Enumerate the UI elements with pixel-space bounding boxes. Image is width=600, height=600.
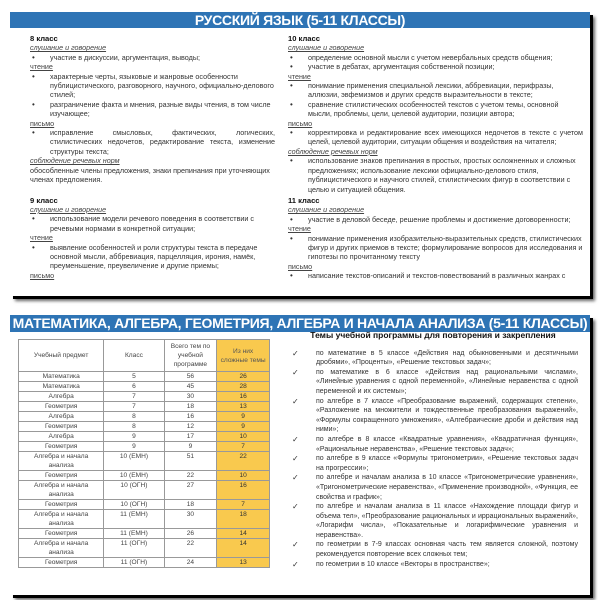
list-item: • написание текстов-описаний и текстов-повествований в различных жанрах с	[288, 271, 583, 280]
cell-grade: 7	[104, 402, 164, 412]
cell-subject: Алгебра и начала анализа	[19, 539, 104, 558]
cell-subject: Геометрия	[19, 500, 104, 510]
cell-grade: 8	[104, 412, 164, 422]
check-icon: ✓	[292, 540, 299, 550]
cell-total: 45	[164, 382, 217, 392]
cell-subject: Геометрия	[19, 422, 104, 432]
cell-grade: 8	[104, 422, 164, 432]
cell-complex: 16	[217, 392, 270, 402]
reading-label: чтение	[288, 224, 311, 234]
table-row	[19, 510, 270, 529]
topic-text: по алгебре и началам анализа в 10 классе «Тригонометрические уравнения», «Тригонометрические неравенства», «Применение производной», «Функция, ее свойства и график»;	[316, 474, 578, 501]
cell-complex: 28	[217, 382, 270, 392]
writing-label: письмо	[288, 118, 313, 128]
topic-text: по алгебре и началам анализа в 11 классе «Нахождение площади фигур и объема тел», «Преобразование рациональных и иррациональных выражений», «Логарифм числа», «Показательные и логарифмические уравнения и неравенства».	[316, 503, 578, 539]
cell-subject: Геометрия	[19, 529, 104, 539]
reading-label: чтение	[30, 233, 53, 243]
cell-complex: 7	[217, 500, 270, 510]
cell-subject: Геометрия	[19, 471, 104, 481]
list-item: • использование знаков препинания в простых, простых осложненных и сложных предложениях; использование лексики официально-делового стиля, публицистического и научного стилей, стилистических фигур в соответствии с целью и ситуацией общения.	[288, 156, 583, 194]
topic-text: по алгебре в 9 классе «Формулы тригонометрии», «Решение текстовых задач на прогрессии»;	[316, 455, 578, 472]
table-header-row	[19, 340, 270, 372]
table-row	[19, 402, 270, 412]
topics-table	[18, 339, 270, 568]
cell-total: 51	[164, 452, 217, 471]
cell-total: 56	[164, 372, 217, 382]
header-grade: Класс	[104, 340, 164, 372]
russian-panel	[10, 12, 590, 296]
list-item: • участие в дискуссии, аргументация, выводы;	[30, 53, 275, 62]
cell-grade: 10 (ОГН)	[104, 481, 164, 500]
writing-label: письмо	[288, 261, 313, 271]
cell-complex: 14	[217, 529, 270, 539]
cell-subject: Геометрия	[19, 442, 104, 452]
cell-total: 26	[164, 529, 217, 539]
cell-complex: 7	[217, 442, 270, 452]
topic-text: по геометрии в 10 классе «Векторы в пространстве»;	[316, 560, 490, 568]
cell-subject: Алгебра и начала анализа	[19, 481, 104, 500]
cell-complex: 10	[217, 432, 270, 442]
topics-section	[288, 331, 578, 569]
grade-11-heading: 11 класс	[288, 195, 320, 205]
reading-label: чтение	[288, 71, 311, 81]
cell-subject: Алгебра	[19, 432, 104, 442]
cell-total: 9	[164, 442, 217, 452]
check-icon: ✓	[292, 434, 299, 444]
cell-total: 30	[164, 510, 217, 529]
topic-text: по алгебре в 8 классе «Квадратные уравнения», «Квадратичная функция», «Рациональные неравенства», «Решение текстовых задач»;	[316, 435, 578, 453]
cell-total: 24	[164, 558, 217, 568]
check-icon: ✓	[292, 559, 299, 569]
math-panel	[10, 315, 590, 595]
list-item: • корректировка и редактирование всех имеющихся недочетов в тексте с учетом целей, целевой аудитории, ситуации общения и воздействия на читателя;	[288, 128, 583, 147]
topic-item	[288, 473, 578, 502]
listening-label: слушание и говорение	[30, 204, 107, 214]
list-item: • участие в деловой беседе, решение проблемы и достижение договоренности;	[288, 215, 583, 224]
listening-label: слушание и говорение	[288, 205, 365, 215]
cell-grade: 5	[104, 372, 164, 382]
table-row	[19, 432, 270, 442]
table-row	[19, 471, 270, 481]
norms-label: соблюдение речевых норм	[288, 146, 378, 156]
cell-subject: Математика	[19, 372, 104, 382]
topic-item	[288, 502, 578, 540]
cell-complex: 9	[217, 422, 270, 432]
norms-text: обособленные члены предложения, знаки препинания при уточняющих членах предложения.	[30, 165, 270, 185]
cell-complex: 13	[217, 558, 270, 568]
grade-8-heading: 8 класс	[30, 34, 58, 43]
table-row	[19, 382, 270, 392]
cell-grade: 7	[104, 392, 164, 402]
topic-text: по математике в 6 классе «Действия над рациональными числами», «Линейные уравнения с одной переменной», «Линейные неравенства с одной переменной и их системы»;	[316, 368, 578, 395]
cell-subject: Геометрия	[19, 402, 104, 412]
list-item: • определение основной мысли с учетом невербальных средств общения;	[288, 53, 583, 62]
cell-complex: 16	[217, 481, 270, 500]
topic-item	[288, 435, 578, 454]
list-item: • характерные черты, языковые и жанровые особенности публицистического, разговорного, научного, официально-делового стилей;	[30, 72, 275, 100]
cell-subject: Геометрия	[19, 558, 104, 568]
list-item: • участие в дебатах, аргументация собственной позиции;	[288, 62, 583, 71]
topic-item	[288, 540, 578, 559]
cell-total: 22	[164, 539, 217, 558]
table-row	[19, 481, 270, 500]
table-row	[19, 442, 270, 452]
cell-total: 27	[164, 481, 217, 500]
topics-title: Темы учебной программы для повторения и закрепления	[310, 330, 556, 340]
table-row	[19, 372, 270, 382]
cell-total: 18	[164, 500, 217, 510]
table-row	[19, 392, 270, 402]
norms-label: соблюдение речевых норм	[30, 156, 120, 166]
cell-subject: Алгебра и начала анализа	[19, 452, 104, 471]
cell-subject: Математика	[19, 382, 104, 392]
table-row	[19, 539, 270, 558]
list-item: • сравнение стилистических особенностей текстов с учетом темы, основной мысли, проблемы, цели, целевой аудитории, позиции автора;	[288, 100, 583, 119]
check-icon: ✓	[292, 367, 299, 377]
list-item: • использование модели речевого поведения в соответствии с речевыми нормами в конкретной ситуации;	[30, 214, 275, 233]
listening-label: слушание и говорение	[30, 43, 107, 53]
cell-total: 17	[164, 432, 217, 442]
topic-text: по алгебре в 7 классе «Преобразование выражений, содержащих степени», «Разложение на множители и тождественные преобразования выражений», «Формулы сокращенного умножения», «Алгебраические дроби и действия над ними»;	[316, 397, 578, 434]
header-complex: Из них сложные темы	[217, 340, 270, 372]
check-icon: ✓	[292, 502, 299, 512]
table-row	[19, 452, 270, 471]
cell-grade: 11 (ОГН)	[104, 539, 164, 558]
cell-grade: 10 (ОГН)	[104, 500, 164, 510]
cell-grade: 11 (ЕМН)	[104, 510, 164, 529]
reading-label: чтение	[30, 62, 53, 72]
topic-item	[288, 368, 578, 397]
table-row	[19, 529, 270, 539]
topic-item	[288, 560, 578, 570]
cell-grade: 6	[104, 382, 164, 392]
topic-item	[288, 454, 578, 473]
cell-complex: 14	[217, 539, 270, 558]
topic-text: по математике в 5 классе «Действия над обыкновенными и десятичными дробями», «Проценты», «Решение текстовых задач»;	[316, 349, 578, 367]
list-item: • понимание применения специальной лексики, аббревиации, перифразы, аллюзии, эвфемизмов и других средств выразительности в тексте;	[288, 81, 583, 100]
cell-complex: 9	[217, 412, 270, 422]
check-icon: ✓	[292, 473, 299, 483]
russian-left-column	[30, 32, 275, 280]
writing-label: письмо	[30, 118, 55, 128]
header-total: Всего тем по учебной программе	[164, 340, 217, 372]
table-row	[19, 412, 270, 422]
check-icon: ✓	[292, 348, 299, 358]
cell-complex: 10	[217, 471, 270, 481]
grade-9-heading: 9 класс	[30, 195, 58, 205]
cell-total: 16	[164, 412, 217, 422]
cell-grade: 10 (ЕМН)	[104, 452, 164, 471]
writing-label: письмо	[30, 270, 55, 280]
cell-grade: 9	[104, 442, 164, 452]
header-subject: Учебный предмет	[19, 340, 104, 372]
table-row	[19, 500, 270, 510]
cell-complex: 26	[217, 372, 270, 382]
russian-right-column	[288, 32, 583, 281]
listening-label: слушание и говорение	[288, 43, 365, 53]
cell-total: 30	[164, 392, 217, 402]
check-icon: ✓	[292, 396, 299, 406]
cell-grade: 11 (ЕМН)	[104, 529, 164, 539]
cell-total: 12	[164, 422, 217, 432]
cell-subject: Алгебра и начала анализа	[19, 510, 104, 529]
cell-grade: 9	[104, 432, 164, 442]
topic-text: по геометрии в 7-9 классах основная часть тем является сложной, поэтому рекомендуется повторение всех сложных тем;	[316, 541, 578, 559]
cell-grade: 10 (ЕМН)	[104, 471, 164, 481]
cell-complex: 18	[217, 510, 270, 529]
cell-grade: 11 (ОГН)	[104, 558, 164, 568]
grade-10-heading: 10 класс	[288, 34, 320, 43]
math-title: МАТЕМАТИКА, АЛГЕБРА, ГЕОМЕТРИЯ, АЛГЕБРА И НАЧАЛА АНАЛИЗА (5-11 КЛАССЫ)	[10, 315, 590, 332]
check-icon: ✓	[292, 454, 299, 464]
list-item: • исправление смысловых, фактических, логических, стилистических недочетов, редактирование текста, изменение структуры текста;	[30, 128, 275, 156]
topic-item	[288, 397, 578, 435]
russian-title: РУССКИЙ ЯЗЫК (5-11 КЛАССЫ)	[10, 12, 590, 28]
cell-total: 18	[164, 402, 217, 412]
cell-complex: 22	[217, 452, 270, 471]
list-item: • выявление особенностей и роли структуры текста в передаче основной мысли, аббревиация, парцелляция, ирония, намёк, преуменьшение, преувеличение и другие приемы;	[30, 243, 275, 271]
table-row	[19, 558, 270, 568]
table-row	[19, 422, 270, 432]
list-item: • понимание применения изобразительно-выразительных средств, стилистических фигур и других приемов в тексте; формулирование вопросов для исследования и гипотезы по прочитанному тексту	[288, 234, 583, 262]
cell-total: 22	[164, 471, 217, 481]
cell-complex: 13	[217, 402, 270, 412]
list-item: • разграничение факта и мнения, разные виды чтения, в том числе изучающее;	[30, 100, 275, 119]
cell-subject: Алгебра	[19, 392, 104, 402]
cell-subject: Алгебра	[19, 412, 104, 422]
topic-item	[288, 349, 578, 368]
